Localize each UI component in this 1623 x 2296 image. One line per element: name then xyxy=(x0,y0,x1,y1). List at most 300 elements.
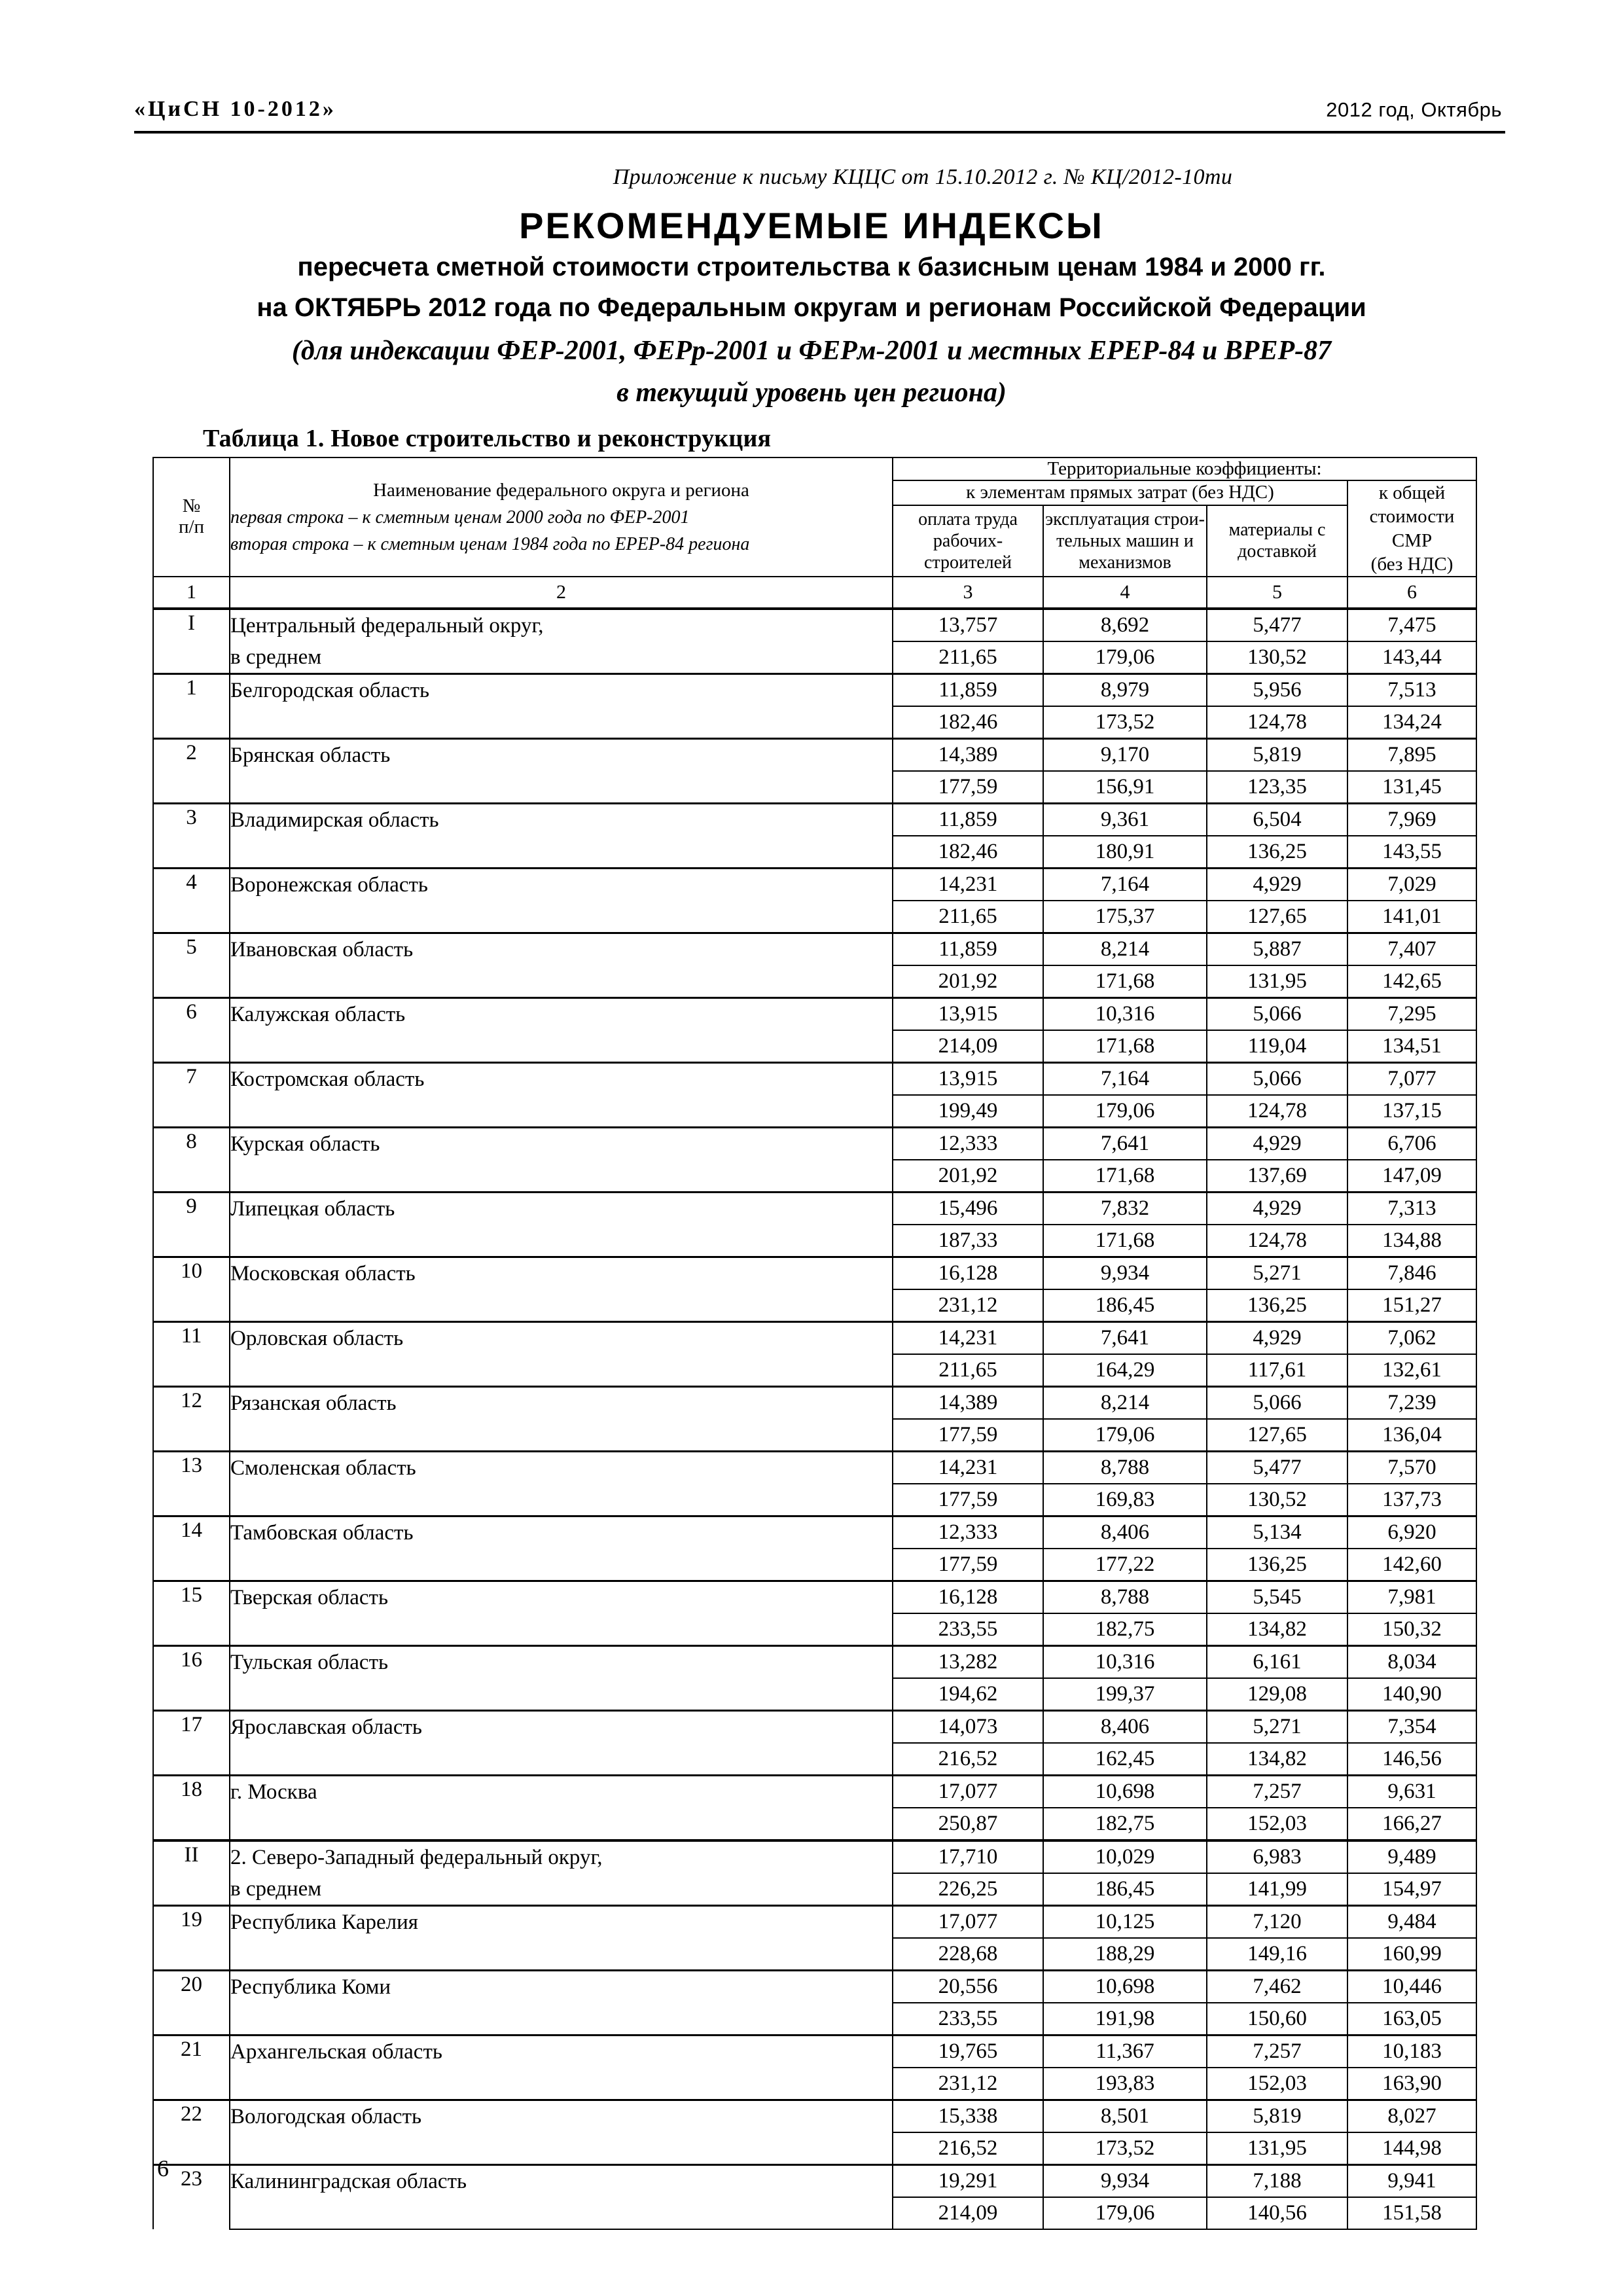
region-name-secondary xyxy=(230,1289,893,1322)
row-index: 20 xyxy=(153,1971,230,2036)
region-name-secondary xyxy=(230,1613,893,1646)
region-name: Орловская область xyxy=(230,1322,893,1355)
coefficient-1984: 193,83 xyxy=(1043,2068,1207,2100)
coefficient-1984: 131,95 xyxy=(1207,2132,1347,2165)
coefficient-1984: 226,25 xyxy=(893,1873,1043,1906)
coefficient-2000: 11,367 xyxy=(1043,2036,1207,2068)
coefficient-2000: 4,929 xyxy=(1207,1193,1347,1225)
coefficient-2000: 8,027 xyxy=(1347,2100,1476,2133)
column-number-1: 1 xyxy=(153,577,230,609)
table-row-secondary xyxy=(153,1678,1476,1711)
region-name: Тверская область xyxy=(230,1581,893,1614)
coefficient-1984: 150,32 xyxy=(1347,1613,1476,1646)
coefficient-1984: 214,09 xyxy=(893,1030,1043,1063)
coefficient-2000: 16,128 xyxy=(893,1581,1043,1614)
coefficient-1984: 144,98 xyxy=(1347,2132,1476,2165)
region-name: Смоленская область xyxy=(230,1452,893,1484)
table-body xyxy=(153,609,1476,2229)
header-materials-line1: материалы с xyxy=(1228,520,1326,541)
region-name-secondary xyxy=(230,1484,893,1516)
region-name: Вологодская область xyxy=(230,2100,893,2133)
region-name-secondary xyxy=(230,1225,893,1257)
table-row-secondary xyxy=(153,1030,1476,1063)
coefficient-2000: 15,496 xyxy=(893,1193,1043,1225)
coefficient-2000: 7,969 xyxy=(1347,804,1476,836)
table-row-secondary xyxy=(153,1095,1476,1128)
coefficient-2000: 14,073 xyxy=(893,1711,1043,1744)
coefficient-1984: 151,27 xyxy=(1347,1289,1476,1322)
table-row-secondary xyxy=(153,706,1476,739)
header-region-note-2: вторая строка – к сметным ценам 1984 года по ЕРЕР-84 региона xyxy=(230,534,750,555)
coefficient-1984: 233,55 xyxy=(893,1613,1043,1646)
table-row xyxy=(153,1711,1476,1744)
coefficient-2000: 7,641 xyxy=(1043,1128,1207,1160)
coefficient-1984: 134,82 xyxy=(1207,1743,1347,1776)
coefficient-2000: 4,929 xyxy=(1207,869,1347,901)
table-row xyxy=(153,739,1476,772)
table-row xyxy=(153,1387,1476,1420)
header-direct-costs: к элементам прямых затрат (без НДС) xyxy=(893,480,1347,505)
running-header xyxy=(134,97,1502,122)
table-row xyxy=(153,1906,1476,1939)
region-name: Архангельская область xyxy=(230,2036,893,2068)
table-row xyxy=(153,1257,1476,1290)
coefficient-2000: 16,128 xyxy=(893,1257,1043,1290)
coefficient-1984: 211,65 xyxy=(893,1354,1043,1387)
coefficient-1984: 130,52 xyxy=(1207,1484,1347,1516)
coefficient-1984: 177,59 xyxy=(893,1549,1043,1581)
coefficient-2000: 6,983 xyxy=(1207,1840,1347,1873)
coefficient-2000: 11,859 xyxy=(893,804,1043,836)
coefficient-1984: 179,06 xyxy=(1043,1419,1207,1452)
region-name-secondary xyxy=(230,771,893,804)
table-row xyxy=(153,1971,1476,2003)
table-row xyxy=(153,869,1476,901)
row-index: 15 xyxy=(153,1581,230,1646)
coefficient-2000: 19,765 xyxy=(893,2036,1043,2068)
coefficient-2000: 10,316 xyxy=(1043,1646,1207,1679)
region-name-secondary xyxy=(230,1160,893,1193)
column-number-4: 4 xyxy=(1043,577,1207,609)
coefficient-1984: 177,59 xyxy=(893,771,1043,804)
table-row-secondary xyxy=(153,1808,1476,1840)
table-caption: Таблица 1. Новое строительство и реконструкция xyxy=(203,425,772,452)
indices-table-container xyxy=(152,457,1476,2230)
coefficient-1984: 179,06 xyxy=(1043,1095,1207,1128)
table-row-secondary xyxy=(153,836,1476,869)
coefficient-1984: 160,99 xyxy=(1347,1938,1476,1971)
coefficient-1984: 127,65 xyxy=(1207,901,1347,933)
coefficient-2000: 10,316 xyxy=(1043,998,1207,1031)
coefficient-1984: 216,52 xyxy=(893,1743,1043,1776)
coefficient-1984: 124,78 xyxy=(1207,706,1347,739)
region-name-secondary xyxy=(230,2197,893,2229)
coefficient-2000: 9,631 xyxy=(1347,1776,1476,1808)
coefficient-2000: 4,929 xyxy=(1207,1322,1347,1355)
coefficient-2000: 7,188 xyxy=(1207,2165,1347,2198)
header-cell-region xyxy=(230,457,893,577)
row-index: 22 xyxy=(153,2100,230,2165)
coefficient-2000: 7,295 xyxy=(1347,998,1476,1031)
table-row xyxy=(153,2165,1476,2198)
coefficient-2000: 5,545 xyxy=(1207,1581,1347,1614)
coefficient-2000: 8,979 xyxy=(1043,674,1207,707)
coefficient-1984: 166,27 xyxy=(1347,1808,1476,1840)
header-rule xyxy=(134,131,1505,134)
coefficient-1984: 164,29 xyxy=(1043,1354,1207,1387)
table-row xyxy=(153,1322,1476,1355)
region-name: Республика Карелия xyxy=(230,1906,893,1939)
coefficient-2000: 14,231 xyxy=(893,869,1043,901)
table-row xyxy=(153,609,1476,641)
coefficient-1984: 143,55 xyxy=(1347,836,1476,869)
coefficient-2000: 5,477 xyxy=(1207,609,1347,641)
region-name-secondary xyxy=(230,1549,893,1581)
region-name-secondary xyxy=(230,1678,893,1711)
coefficient-1984: 136,25 xyxy=(1207,836,1347,869)
coefficient-1984: 250,87 xyxy=(893,1808,1043,1840)
table-row-secondary xyxy=(153,2197,1476,2229)
region-name: Тамбовская область xyxy=(230,1516,893,1549)
coefficient-2000: 14,231 xyxy=(893,1322,1043,1355)
region-name-secondary xyxy=(230,901,893,933)
header-machinery-cost xyxy=(1043,505,1207,577)
coefficient-1984: 154,97 xyxy=(1347,1873,1476,1906)
coefficient-2000: 8,406 xyxy=(1043,1711,1207,1744)
coefficient-1984: 179,06 xyxy=(1043,641,1207,674)
table-row-secondary xyxy=(153,1354,1476,1387)
coefficient-2000: 7,354 xyxy=(1347,1711,1476,1744)
coefficient-2000: 9,941 xyxy=(1347,2165,1476,2198)
coefficient-2000: 11,859 xyxy=(893,933,1043,966)
coefficient-1984: 162,45 xyxy=(1043,1743,1207,1776)
coefficient-2000: 6,706 xyxy=(1347,1128,1476,1160)
coefficient-2000: 15,338 xyxy=(893,2100,1043,2133)
header-labor-line2: рабочих- xyxy=(933,530,1003,551)
coefficient-1984: 182,75 xyxy=(1043,1613,1207,1646)
region-name-secondary xyxy=(230,2132,893,2165)
region-name-secondary xyxy=(230,2068,893,2100)
region-name-secondary: в среднем xyxy=(230,1873,893,1906)
coefficient-2000: 9,934 xyxy=(1043,1257,1207,1290)
coefficient-1984: 194,62 xyxy=(893,1678,1043,1711)
coefficient-1984: 147,09 xyxy=(1347,1160,1476,1193)
coefficient-1984: 134,82 xyxy=(1207,1613,1347,1646)
coefficient-1984: 150,60 xyxy=(1207,2003,1347,2036)
appendix-reference: Приложение к письму КЦЦС от 15.10.2012 г. № КЦ/2012-10ти xyxy=(613,165,1233,189)
document-code: «ЦиСН 10-2012» xyxy=(134,97,336,121)
table-row-secondary xyxy=(153,1419,1476,1452)
coefficient-1984: 141,01 xyxy=(1347,901,1476,933)
coefficient-2000: 14,389 xyxy=(893,739,1043,772)
region-name-secondary xyxy=(230,1095,893,1128)
region-name-secondary xyxy=(230,706,893,739)
coefficient-2000: 7,120 xyxy=(1207,1906,1347,1939)
coefficient-2000: 14,389 xyxy=(893,1387,1043,1420)
coefficient-1984: 211,65 xyxy=(893,641,1043,674)
row-index: 5 xyxy=(153,933,230,998)
coefficient-2000: 17,077 xyxy=(893,1776,1043,1808)
table-row xyxy=(153,2036,1476,2068)
coefficient-1984: 173,52 xyxy=(1043,2132,1207,2165)
table-row-secondary xyxy=(153,901,1476,933)
coefficient-2000: 6,161 xyxy=(1207,1646,1347,1679)
coefficient-1984: 191,98 xyxy=(1043,2003,1207,2036)
row-index: 10 xyxy=(153,1257,230,1322)
coefficient-1984: 124,78 xyxy=(1207,1095,1347,1128)
region-name: Белгородская область xyxy=(230,674,893,707)
coefficient-1984: 182,46 xyxy=(893,836,1043,869)
coefficient-1984: 177,59 xyxy=(893,1484,1043,1516)
coefficient-2000: 17,077 xyxy=(893,1906,1043,1939)
coefficient-1984: 182,46 xyxy=(893,706,1043,739)
table-row-secondary xyxy=(153,771,1476,804)
coefficient-2000: 7,981 xyxy=(1347,1581,1476,1614)
coefficient-2000: 6,920 xyxy=(1347,1516,1476,1549)
coefficient-2000: 7,164 xyxy=(1043,1063,1207,1096)
coefficient-2000: 13,915 xyxy=(893,1063,1043,1096)
region-name: Ярославская область xyxy=(230,1711,893,1744)
region-name: Брянская область xyxy=(230,739,893,772)
issue-date: 2012 год, Октябрь xyxy=(1326,98,1502,121)
region-name: Ивановская область xyxy=(230,933,893,966)
coefficient-1984: 199,49 xyxy=(893,1095,1043,1128)
row-index: 8 xyxy=(153,1128,230,1193)
row-index: 6 xyxy=(153,998,230,1063)
table-row xyxy=(153,933,1476,966)
coefficient-1984: 152,03 xyxy=(1207,1808,1347,1840)
header-number-line2: п/п xyxy=(178,516,205,537)
coefficient-1984: 151,58 xyxy=(1347,2197,1476,2229)
header-machinery-line1: эксплуатация строи- xyxy=(1045,509,1205,529)
region-name: Московская область xyxy=(230,1257,893,1290)
table-row-secondary xyxy=(153,1225,1476,1257)
region-name-secondary: в среднем xyxy=(230,641,893,674)
coefficient-2000: 9,489 xyxy=(1347,1840,1476,1873)
column-number-3: 3 xyxy=(893,577,1043,609)
coefficient-1984: 163,90 xyxy=(1347,2068,1476,2100)
row-index: 21 xyxy=(153,2036,230,2100)
header-total-cost xyxy=(1347,480,1476,577)
coefficient-2000: 7,313 xyxy=(1347,1193,1476,1225)
coefficient-1984: 123,35 xyxy=(1207,771,1347,804)
coefficient-1984: 169,83 xyxy=(1043,1484,1207,1516)
coefficient-1984: 136,25 xyxy=(1207,1549,1347,1581)
region-name-secondary xyxy=(230,836,893,869)
region-name-secondary xyxy=(230,1419,893,1452)
coefficient-1984: 137,69 xyxy=(1207,1160,1347,1193)
region-name: Липецкая область xyxy=(230,1193,893,1225)
coefficient-1984: 175,37 xyxy=(1043,901,1207,933)
region-name-secondary xyxy=(230,1808,893,1840)
table-row-secondary xyxy=(153,2132,1476,2165)
coefficient-1984: 129,08 xyxy=(1207,1678,1347,1711)
coefficient-2000: 8,034 xyxy=(1347,1646,1476,1679)
coefficient-1984: 171,68 xyxy=(1043,1160,1207,1193)
coefficient-2000: 8,692 xyxy=(1043,609,1207,641)
page-number: 6 xyxy=(157,2155,169,2181)
region-name: Калужская область xyxy=(230,998,893,1031)
coefficient-1984: 186,45 xyxy=(1043,1289,1207,1322)
page-title: РЕКОМЕНДУЕМЫЕ ИНДЕКСЫ xyxy=(519,205,1104,246)
coefficient-1984: 163,05 xyxy=(1347,2003,1476,2036)
header-machinery-line3: механизмов xyxy=(1079,552,1171,573)
table-row xyxy=(153,804,1476,836)
coefficient-2000: 5,066 xyxy=(1207,998,1347,1031)
coefficient-1984: 132,61 xyxy=(1347,1354,1476,1387)
coefficient-1984: 142,65 xyxy=(1347,965,1476,998)
region-name: Центральный федеральный округ, xyxy=(230,609,893,641)
table-row xyxy=(153,2100,1476,2133)
coefficient-1984: 134,51 xyxy=(1347,1030,1476,1063)
coefficient-2000: 13,282 xyxy=(893,1646,1043,1679)
row-index: 14 xyxy=(153,1516,230,1581)
coefficient-2000: 7,513 xyxy=(1347,674,1476,707)
coefficient-2000: 10,698 xyxy=(1043,1971,1207,2003)
row-index: 16 xyxy=(153,1646,230,1711)
coefficient-2000: 10,698 xyxy=(1043,1776,1207,1808)
header-row-1 xyxy=(153,457,1476,480)
row-index: II xyxy=(153,1840,230,1906)
coefficient-2000: 9,170 xyxy=(1043,739,1207,772)
coefficient-2000: 7,257 xyxy=(1207,2036,1347,2068)
table-row-secondary xyxy=(153,1613,1476,1646)
coefficient-2000: 10,029 xyxy=(1043,1840,1207,1873)
table-row-secondary xyxy=(153,965,1476,998)
table-row-secondary xyxy=(153,1484,1476,1516)
table-row-secondary xyxy=(153,1938,1476,1971)
table-row-secondary xyxy=(153,1289,1476,1322)
region-name: Костромская область xyxy=(230,1063,893,1096)
coefficient-2000: 7,475 xyxy=(1347,609,1476,641)
table-row xyxy=(153,674,1476,707)
table-header xyxy=(153,457,1476,609)
coefficient-1984: 137,15 xyxy=(1347,1095,1476,1128)
coefficient-1984: 171,68 xyxy=(1043,965,1207,998)
coefficient-2000: 11,859 xyxy=(893,674,1043,707)
row-index: I xyxy=(153,609,230,674)
table-row-secondary xyxy=(153,641,1476,674)
coefficient-2000: 8,501 xyxy=(1043,2100,1207,2133)
coefficient-2000: 7,407 xyxy=(1347,933,1476,966)
coefficient-1984: 136,04 xyxy=(1347,1419,1476,1452)
coefficient-1984: 214,09 xyxy=(893,2197,1043,2229)
coefficient-1984: 149,16 xyxy=(1207,1938,1347,1971)
row-index: 23 xyxy=(153,2165,230,2230)
table-row-secondary xyxy=(153,2003,1476,2036)
coefficient-1984: 140,90 xyxy=(1347,1678,1476,1711)
header-region-note-1: первая строка – к сметным ценам 2000 года по ФЕР-2001 xyxy=(230,507,690,528)
coefficient-1984: 134,24 xyxy=(1347,706,1476,739)
coefficient-2000: 4,929 xyxy=(1207,1128,1347,1160)
coefficient-2000: 12,333 xyxy=(893,1128,1043,1160)
coefficient-2000: 5,887 xyxy=(1207,933,1347,966)
coefficient-1984: 231,12 xyxy=(893,1289,1043,1322)
coefficient-2000: 7,239 xyxy=(1347,1387,1476,1420)
coefficient-2000: 7,029 xyxy=(1347,869,1476,901)
coefficient-1984: 233,55 xyxy=(893,2003,1043,2036)
table-row-secondary xyxy=(153,1743,1476,1776)
coefficient-2000: 10,446 xyxy=(1347,1971,1476,2003)
coefficient-1984: 182,75 xyxy=(1043,1808,1207,1840)
row-index: 2 xyxy=(153,739,230,804)
coefficient-2000: 8,406 xyxy=(1043,1516,1207,1549)
header-region-title: Наименование федерального округа и региона xyxy=(373,479,749,501)
coefficient-2000: 7,062 xyxy=(1347,1322,1476,1355)
row-index: 12 xyxy=(153,1387,230,1452)
header-labor-line3: строителей xyxy=(923,552,1012,573)
coefficient-1984: 177,22 xyxy=(1043,1549,1207,1581)
region-name: Тульская область xyxy=(230,1646,893,1679)
coefficient-2000: 8,214 xyxy=(1043,1387,1207,1420)
indices-table xyxy=(152,457,1477,2230)
region-name: Калининградская область xyxy=(230,2165,893,2198)
header-total-line2: СМР xyxy=(1391,529,1433,551)
coefficient-2000: 7,895 xyxy=(1347,739,1476,772)
coefficient-2000: 7,846 xyxy=(1347,1257,1476,1290)
coefficient-2000: 9,484 xyxy=(1347,1906,1476,1939)
coefficient-1984: 117,61 xyxy=(1207,1354,1347,1387)
column-number-2: 2 xyxy=(230,577,893,609)
coefficient-2000: 5,477 xyxy=(1207,1452,1347,1484)
coefficient-2000: 7,832 xyxy=(1043,1193,1207,1225)
region-name-secondary xyxy=(230,1354,893,1387)
coefficient-1984: 134,88 xyxy=(1347,1225,1476,1257)
coefficient-1984: 231,12 xyxy=(893,2068,1043,2100)
header-materials-line2: доставкой xyxy=(1238,541,1317,562)
region-name: г. Москва xyxy=(230,1776,893,1808)
coefficient-1984: 127,65 xyxy=(1207,1419,1347,1452)
coefficient-2000: 10,183 xyxy=(1347,2036,1476,2068)
header-labor-cost xyxy=(893,505,1043,577)
header-total-line3: (без НДС) xyxy=(1370,553,1454,575)
coefficient-2000: 5,066 xyxy=(1207,1387,1347,1420)
coefficient-1984: 199,37 xyxy=(1043,1678,1207,1711)
coefficient-1984: 156,91 xyxy=(1043,771,1207,804)
coefficient-1984: 131,95 xyxy=(1207,965,1347,998)
coefficient-2000: 5,066 xyxy=(1207,1063,1347,1096)
coefficient-1984: 179,06 xyxy=(1043,2197,1207,2229)
header-territorial-coefficients: Территориальные коэффициенты: xyxy=(893,457,1476,480)
coefficient-1984: 141,99 xyxy=(1207,1873,1347,1906)
coefficient-2000: 7,641 xyxy=(1043,1322,1207,1355)
region-name-secondary xyxy=(230,1030,893,1063)
header-column-numbers-row xyxy=(153,577,1476,609)
header-number-line1: № xyxy=(182,495,201,517)
coefficient-2000: 7,164 xyxy=(1043,869,1207,901)
region-name: Воронежская область xyxy=(230,869,893,901)
row-index: 17 xyxy=(153,1711,230,1776)
header-machinery-line2: тельных машин и xyxy=(1056,530,1194,551)
page-subtitle-2: на ОКТЯБРЬ 2012 года по Федеральным округам и регионам Российской Федерации xyxy=(257,293,1366,322)
region-name-secondary xyxy=(230,965,893,998)
table-row-secondary xyxy=(153,1549,1476,1581)
table-row xyxy=(153,1063,1476,1096)
row-index: 18 xyxy=(153,1776,230,1841)
coefficient-1984: 136,25 xyxy=(1207,1289,1347,1322)
coefficient-2000: 14,231 xyxy=(893,1452,1043,1484)
row-index: 1 xyxy=(153,674,230,739)
coefficient-2000: 5,271 xyxy=(1207,1257,1347,1290)
table-row xyxy=(153,1452,1476,1484)
table-row xyxy=(153,1776,1476,1808)
coefficient-1984: 173,52 xyxy=(1043,706,1207,739)
coefficient-1984: 171,68 xyxy=(1043,1225,1207,1257)
coefficient-1984: 177,59 xyxy=(893,1419,1043,1452)
coefficient-1984: 188,29 xyxy=(1043,1938,1207,1971)
coefficient-2000: 5,956 xyxy=(1207,674,1347,707)
coefficient-1984: 216,52 xyxy=(893,2132,1043,2165)
